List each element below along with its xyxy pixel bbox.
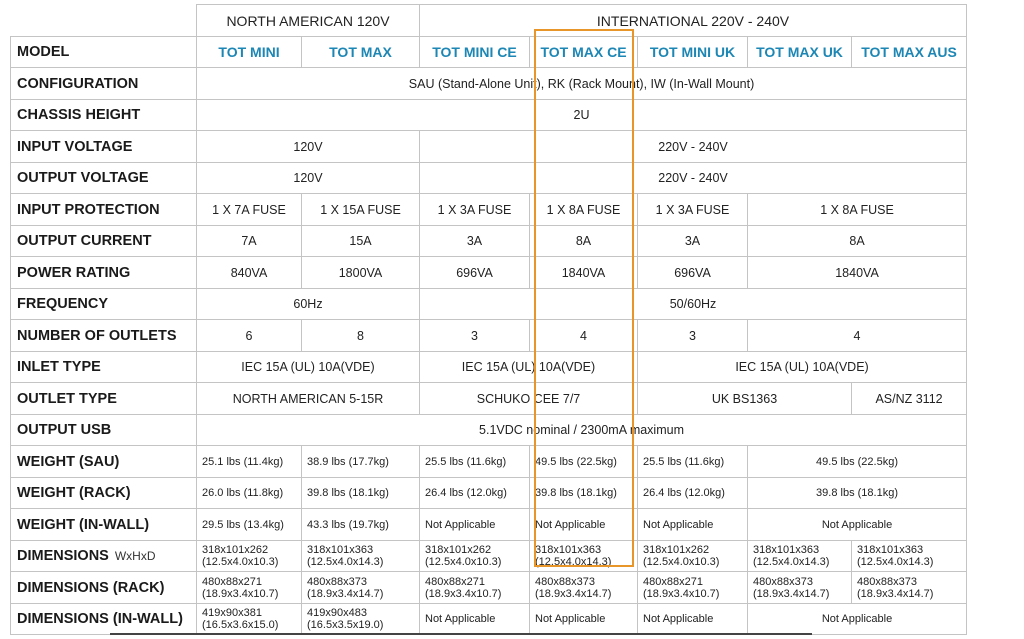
row-input-voltage xyxy=(11,131,967,163)
row-outlet-type xyxy=(11,383,967,415)
cell-max-uk xyxy=(748,572,852,604)
row-label: WEIGHT (IN-WALL) xyxy=(11,509,197,541)
cell-mini-uk: 25.5 lbs (11.6kg) xyxy=(638,446,748,478)
dim-in: (18.9x3.4x10.7) xyxy=(643,587,720,600)
row-label: CHASSIS HEIGHT xyxy=(11,100,197,131)
dim-mm: 480x88x271 xyxy=(643,575,703,588)
row-label: OUTPUT CURRENT xyxy=(11,226,197,257)
cell-mini: 6 xyxy=(197,320,302,352)
cell-max-ce: 39.8 lbs (18.1kg) xyxy=(530,478,638,509)
cell-max xyxy=(302,541,420,572)
row-output-usb xyxy=(11,415,967,446)
dim-in: (12.5x4.0x10.3) xyxy=(202,556,279,568)
cell-mini-ce xyxy=(420,541,530,572)
row-label: DIMENSIONS (IN-WALL) xyxy=(11,604,197,635)
cell-mini xyxy=(197,541,302,572)
page-divider xyxy=(110,633,812,635)
dim-in: (12.5x4.0x14.3) xyxy=(535,556,612,568)
row-label: OUTPUT USB xyxy=(11,415,197,446)
cell-max: 1800VA xyxy=(302,257,420,289)
cell-mini-ce xyxy=(420,572,530,604)
row-weight-sau xyxy=(11,446,967,478)
cell-mini: 7A xyxy=(197,226,302,257)
frequency-na: 60Hz xyxy=(197,289,420,320)
dim-mm: 419x90x381 xyxy=(202,607,262,619)
cell-mini: 25.1 lbs (11.4kg) xyxy=(197,446,302,478)
cell-mini-uk: Not Applicable xyxy=(638,604,748,635)
cell-mini-ce: Not Applicable xyxy=(420,509,530,541)
dim-in: (18.9x3.4x14.7) xyxy=(307,587,384,600)
cell-max-ce: Not Applicable xyxy=(530,604,638,635)
dim-mm: 318x101x363 xyxy=(535,544,602,556)
row-weight-inwall xyxy=(11,509,967,541)
row-frequency xyxy=(11,289,967,320)
cell-max-uk-aus: 8A xyxy=(748,226,967,257)
dim-mm: 480x88x373 xyxy=(857,575,917,588)
configuration-value: SAU (Stand-Alone Unit), RK (Rack Mount), IW (In-Wall Mount) xyxy=(197,68,967,100)
dim-mm: 318x101x363 xyxy=(857,544,924,556)
outlet-type-na: NORTH AMERICAN 5-15R xyxy=(197,383,420,415)
cell-max-ce xyxy=(530,572,638,604)
model-tot-max-aus: TOT MAX AUS xyxy=(852,37,967,68)
row-label: FREQUENCY xyxy=(11,289,197,320)
row-dimensions-inwall xyxy=(11,604,967,635)
cell-mini-uk xyxy=(638,572,748,604)
cell-max-uk-aus: Not Applicable xyxy=(748,604,967,635)
cell-max: 38.9 lbs (17.7kg) xyxy=(302,446,420,478)
cell-mini xyxy=(197,572,302,604)
row-input-protection xyxy=(11,194,967,226)
row-output-current xyxy=(11,226,967,257)
dim-in: (12.5x4.0x14.3) xyxy=(857,556,934,568)
row-dimensions xyxy=(11,541,967,572)
frequency-intl: 50/60Hz xyxy=(420,289,967,320)
dim-in: (12.5x4.0x14.3) xyxy=(307,556,384,568)
cell-mini-ce: 3A xyxy=(420,226,530,257)
output-voltage-intl: 220V - 240V xyxy=(420,163,967,194)
row-dimensions-rack xyxy=(11,572,967,604)
cell-max-ce: 1840VA xyxy=(530,257,638,289)
dim-mm: 480x88x373 xyxy=(535,575,595,588)
cell-mini-uk: 3 xyxy=(638,320,748,352)
dim-in: (18.9x3.4x14.7) xyxy=(535,587,612,600)
cell-mini-uk: 3A xyxy=(638,226,748,257)
cell-mini: 1 X 7A FUSE xyxy=(197,194,302,226)
dim-mm: 419x90x483 xyxy=(307,607,367,619)
cell-mini-uk: 696VA xyxy=(638,257,748,289)
dim-in: (12.5x4.0x10.3) xyxy=(425,556,502,568)
row-label-sub: WxHxD xyxy=(114,549,156,563)
cell-mini: 840VA xyxy=(197,257,302,289)
cell-max-ce: 4 xyxy=(530,320,638,352)
row-power-rating xyxy=(11,257,967,289)
model-tot-max-uk: TOT MAX UK xyxy=(748,37,852,68)
cell-max-uk-aus: 1840VA xyxy=(748,257,967,289)
cell-max-ce: Not Applicable xyxy=(530,509,638,541)
cell-mini-ce: 3 xyxy=(420,320,530,352)
cell-mini-uk xyxy=(638,541,748,572)
cell-mini-uk: Not Applicable xyxy=(638,509,748,541)
cell-max-uk-aus: Not Applicable xyxy=(748,509,967,541)
row-weight-rack xyxy=(11,478,967,509)
cell-max-aus xyxy=(852,572,967,604)
dim-in: (18.9x3.4x10.7) xyxy=(202,587,279,600)
dim-in: (12.5x4.0x10.3) xyxy=(643,556,720,568)
model-tot-max: TOT MAX xyxy=(302,37,420,68)
outlet-type-ce: SCHUKO CEE 7/7 xyxy=(420,383,638,415)
cell-max-ce: 8A xyxy=(530,226,638,257)
row-label: DIMENSIONS (RACK) xyxy=(11,572,197,604)
group-north-american: NORTH AMERICAN 120V xyxy=(197,5,420,37)
model-tot-mini: TOT MINI xyxy=(197,37,302,68)
cell-mini xyxy=(197,604,302,635)
dim-mm: 318x101x262 xyxy=(202,544,269,556)
row-label: WEIGHT (RACK) xyxy=(11,478,197,509)
dim-in: (16.5x3.5x19.0) xyxy=(307,619,384,631)
dim-mm: 480x88x373 xyxy=(753,575,813,588)
cell-max-ce: 1 X 8A FUSE xyxy=(530,194,638,226)
row-chassis-height xyxy=(11,100,967,131)
row-label: CONFIGURATION xyxy=(11,68,197,100)
cell-mini-ce: 696VA xyxy=(420,257,530,289)
row-label: NUMBER OF OUTLETS xyxy=(11,320,197,352)
cell-mini-ce: 25.5 lbs (11.6kg) xyxy=(420,446,530,478)
cell-mini-uk: 26.4 lbs (12.0kg) xyxy=(638,478,748,509)
row-label: INPUT VOLTAGE xyxy=(11,131,197,163)
cell-max-aus xyxy=(852,541,967,572)
cell-max-ce xyxy=(530,541,638,572)
inlet-type-na: IEC 15A (UL) 10A(VDE) xyxy=(197,352,420,383)
dim-mm: 480x88x271 xyxy=(425,575,485,588)
cell-max: 39.8 lbs (18.1kg) xyxy=(302,478,420,509)
dim-mm: 318x101x262 xyxy=(643,544,710,556)
dim-mm: 318x101x363 xyxy=(753,544,820,556)
input-voltage-intl: 220V - 240V xyxy=(420,131,967,163)
chassis-height-value: 2U xyxy=(197,100,967,131)
row-label: OUTPUT VOLTAGE xyxy=(11,163,197,194)
dim-in: (18.9x3.4x14.7) xyxy=(753,587,830,600)
row-label: INLET TYPE xyxy=(11,352,197,383)
inlet-type-uk-aus: IEC 15A (UL) 10A(VDE) xyxy=(638,352,967,383)
model-tot-mini-uk: TOT MINI UK xyxy=(638,37,748,68)
model-label: MODEL xyxy=(11,37,197,68)
cell-max xyxy=(302,604,420,635)
inlet-type-ce: IEC 15A (UL) 10A(VDE) xyxy=(420,352,638,383)
row-label xyxy=(11,541,197,572)
dim-mm: 480x88x373 xyxy=(307,575,367,588)
row-label-text: DIMENSIONS xyxy=(17,548,109,564)
row-configuration xyxy=(11,68,967,100)
cell-max: 8 xyxy=(302,320,420,352)
cell-max-uk-aus: 39.8 lbs (18.1kg) xyxy=(748,478,967,509)
cell-mini-ce: 26.4 lbs (12.0kg) xyxy=(420,478,530,509)
cell-max xyxy=(302,572,420,604)
row-output-voltage xyxy=(11,163,967,194)
dim-in: (12.5x4.0x14.3) xyxy=(753,556,830,568)
dim-in: (18.9x3.4x10.7) xyxy=(425,587,502,600)
cell-mini-ce: Not Applicable xyxy=(420,604,530,635)
output-usb-value: 5.1VDC nominal / 2300mA maximum xyxy=(197,415,967,446)
cell-mini: 26.0 lbs (11.8kg) xyxy=(197,478,302,509)
cell-max-uk-aus: 4 xyxy=(748,320,967,352)
dim-mm: 318x101x262 xyxy=(425,544,492,556)
dim-mm: 480x88x271 xyxy=(202,575,262,588)
row-label: OUTLET TYPE xyxy=(11,383,197,415)
cell-max: 43.3 lbs (19.7kg) xyxy=(302,509,420,541)
spec-table xyxy=(10,4,967,635)
cell-max-ce: 49.5 lbs (22.5kg) xyxy=(530,446,638,478)
row-inlet-type xyxy=(11,352,967,383)
cell-mini-ce: 1 X 3A FUSE xyxy=(420,194,530,226)
output-voltage-na: 120V xyxy=(197,163,420,194)
row-label: WEIGHT (SAU) xyxy=(11,446,197,478)
cell-max-uk-aus: 49.5 lbs (22.5kg) xyxy=(748,446,967,478)
corner-cell xyxy=(11,5,197,37)
outlet-type-uk: UK BS1363 xyxy=(638,383,852,415)
cell-max: 1 X 15A FUSE xyxy=(302,194,420,226)
outlet-type-aus: AS/NZ 3112 xyxy=(852,383,967,415)
row-label: INPUT PROTECTION xyxy=(11,194,197,226)
cell-max: 15A xyxy=(302,226,420,257)
dim-in: (18.9x3.4x14.7) xyxy=(857,587,934,600)
model-tot-mini-ce: TOT MINI CE xyxy=(420,37,530,68)
cell-mini-uk: 1 X 3A FUSE xyxy=(638,194,748,226)
cell-max-uk xyxy=(748,541,852,572)
cell-max-uk-aus: 1 X 8A FUSE xyxy=(748,194,967,226)
group-international: INTERNATIONAL 220V - 240V xyxy=(420,5,967,37)
cell-mini: 29.5 lbs (13.4kg) xyxy=(197,509,302,541)
dim-mm: 318x101x363 xyxy=(307,544,374,556)
model-tot-max-ce: TOT MAX CE xyxy=(530,37,638,68)
dim-in: (16.5x3.6x15.0) xyxy=(202,619,279,631)
row-outlets xyxy=(11,320,967,352)
input-voltage-na: 120V xyxy=(197,131,420,163)
row-label: POWER RATING xyxy=(11,257,197,289)
